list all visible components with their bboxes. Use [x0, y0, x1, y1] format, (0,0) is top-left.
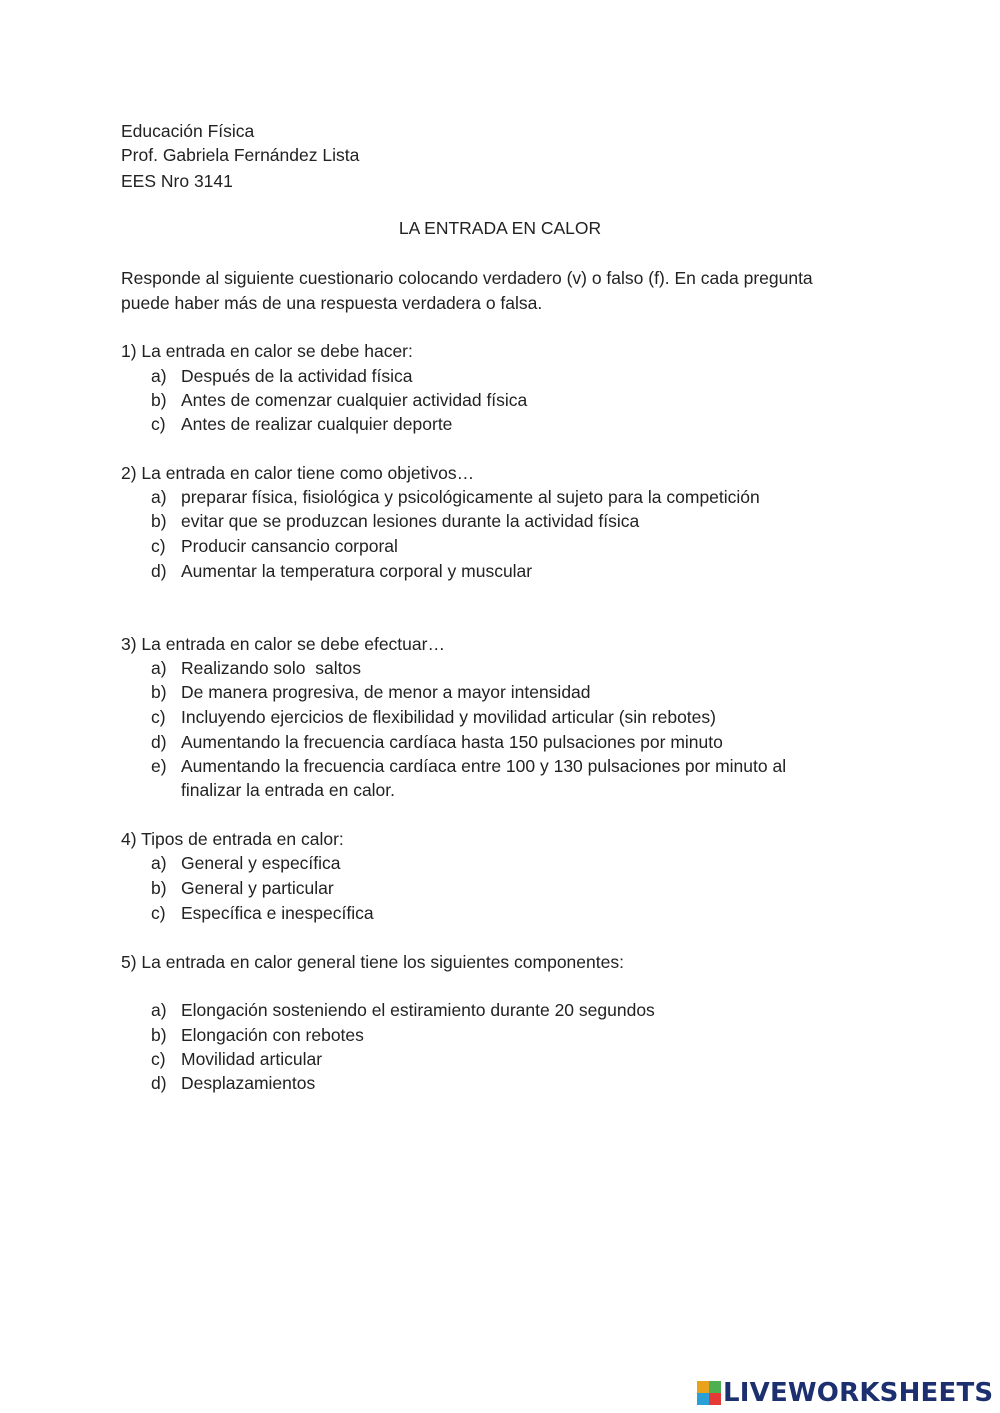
liveworksheets-mark-icon: [697, 1381, 721, 1405]
q5-option-c[interactable]: [151, 1047, 322, 1071]
logo-wordmark: LIVEWORKSHEETS: [723, 1378, 994, 1408]
option-text: General y particular: [181, 878, 334, 898]
option-label: a): [151, 366, 167, 386]
option-text: Movilidad articular: [181, 1049, 323, 1069]
q3-option-d[interactable]: [151, 730, 723, 754]
option-text: Elongación con rebotes: [181, 1025, 364, 1045]
subject-heading: Educación Física: [121, 121, 255, 141]
question-2: 2) La entrada en calor tiene como objetivos…: [121, 463, 475, 483]
instructions-line-1: Responde al siguiente cuestionario colocando verdadero (v) o falso (f). En cada pregunta: [121, 268, 813, 288]
option-label: d): [151, 1073, 167, 1093]
option-label: b): [151, 878, 167, 898]
option-text: Incluyendo ejercicios de flexibilidad y movilidad articular (sin rebotes): [181, 707, 716, 727]
option-text: Desplazamientos: [181, 1073, 316, 1093]
option-text: General y específica: [181, 853, 341, 873]
q3-option-b[interactable]: [151, 680, 591, 704]
option-label: c): [151, 707, 166, 727]
option-text: Antes de comenzar cualquier actividad física: [181, 390, 528, 410]
option-label: b): [151, 682, 167, 702]
q2-option-b[interactable]: [151, 509, 639, 533]
q1-option-a[interactable]: [151, 364, 413, 388]
page-title: LA ENTRADA EN CALOR: [398, 218, 602, 238]
question-4: 4) Tipos de entrada en calor:: [121, 829, 344, 849]
teacher-name: Prof. Gabriela Fernández Lista: [121, 145, 360, 165]
q4-option-b[interactable]: [151, 876, 334, 900]
q2-option-a[interactable]: [151, 485, 760, 509]
q1-option-c[interactable]: [151, 412, 452, 436]
q2-option-d[interactable]: [151, 559, 532, 583]
q5-option-b[interactable]: [151, 1023, 364, 1047]
option-label: c): [151, 414, 166, 434]
q4-option-a[interactable]: [151, 851, 341, 875]
option-label: a): [151, 1000, 167, 1020]
school-name: EES Nro 3141: [121, 171, 233, 191]
option-text: evitar que se produzcan lesiones durante la actividad física: [181, 511, 640, 531]
option-label: e): [151, 756, 167, 776]
q1-option-b[interactable]: [151, 388, 527, 412]
question-1: 1) La entrada en calor se debe hacer:: [121, 341, 413, 361]
option-label: c): [151, 536, 166, 556]
option-label: d): [151, 732, 167, 752]
option-label: d): [151, 561, 167, 581]
q5-option-d[interactable]: [151, 1071, 315, 1095]
q3-option-c[interactable]: [151, 705, 716, 729]
option-text: Antes de realizar cualquier deporte: [181, 414, 453, 434]
option-text: Aumentando la frecuencia cardíaca entre 100 y 130 pulsaciones por minuto al: [181, 756, 787, 776]
q2-option-c[interactable]: [151, 534, 398, 558]
option-label: a): [151, 487, 167, 507]
option-text: Específica e inespecífica: [181, 903, 374, 923]
option-label: b): [151, 390, 167, 410]
option-text: preparar física, fisiológica y psicológicamente al sujeto para la competición: [181, 487, 760, 507]
q3-option-a[interactable]: [151, 656, 361, 680]
option-text: Después de la actividad física: [181, 366, 413, 386]
option-text: Realizando solo saltos: [181, 658, 361, 678]
option-label: a): [151, 853, 167, 873]
q4-option-c[interactable]: [151, 901, 374, 925]
question-5: 5) La entrada en calor general tiene los siguientes componentes:: [121, 952, 624, 972]
instructions-line-2: puede haber más de una respuesta verdadera o falsa.: [121, 293, 543, 313]
question-3: 3) La entrada en calor se debe efectuar…: [121, 634, 445, 654]
option-text: Aumentar la temperatura corporal y muscular: [181, 561, 533, 581]
liveworksheets-logo: [697, 1378, 993, 1408]
q3-option-e[interactable]: [151, 754, 786, 778]
option-label: a): [151, 658, 167, 678]
option-label: c): [151, 903, 166, 923]
q5-option-a[interactable]: [151, 998, 655, 1022]
option-text: Aumentando la frecuencia cardíaca hasta 150 pulsaciones por minuto: [181, 732, 723, 752]
option-text: De manera progresiva, de menor a mayor intensidad: [181, 682, 591, 702]
q3-option-e-continuation: finalizar la entrada en calor.: [181, 780, 396, 800]
option-text: Producir cansancio corporal: [181, 536, 398, 556]
option-label: b): [151, 1025, 167, 1045]
option-label: c): [151, 1049, 166, 1069]
option-label: b): [151, 511, 167, 531]
option-text: Elongación sosteniendo el estiramiento durante 20 segundos: [181, 1000, 655, 1020]
